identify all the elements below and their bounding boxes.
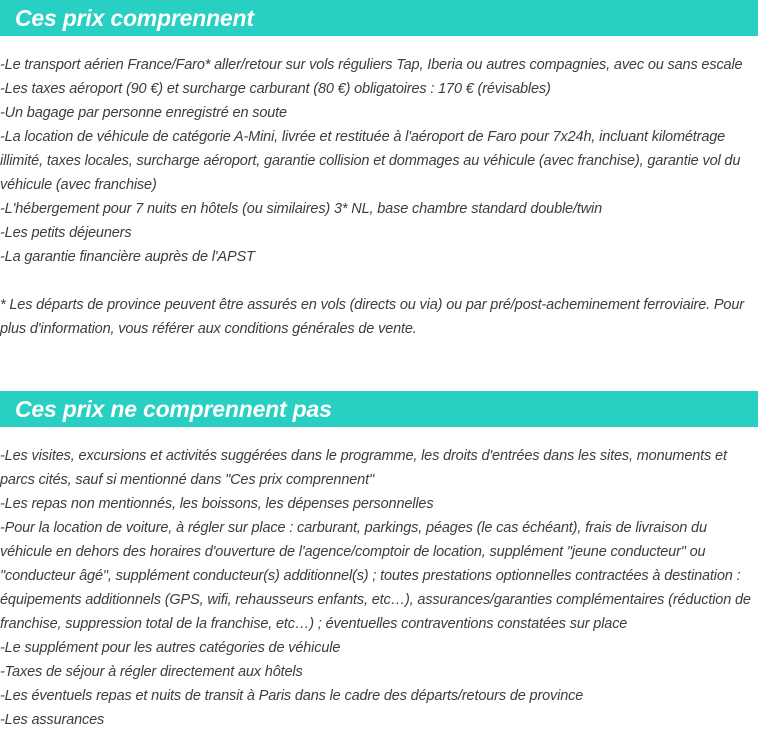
included-item: -Les taxes aéroport (90 €) et surcharge carburant (80 €) obligatoires : 170 € (révisables) — [0, 81, 551, 97]
excluded-section-title: Ces prix ne comprennent pas — [0, 391, 758, 427]
included-item: -L'hébergement pour 7 nuits en hôtels (ou similaires) 3* NL, base chambre standard double/twin — [0, 201, 603, 217]
excluded-item: -Le supplément pour les autres catégories de véhicule — [0, 640, 341, 656]
included-item: -La location de véhicule de catégorie A-Mini, livrée et restituée à l'aéroport de Faro pour 7x24h, incluant kilométrage illimité, taxes locales, surcharge aéroport, garantie collision et dommages au véhicule (avec franchise), garantie vol du véhicule (avec franchise) — [0, 129, 741, 193]
included-item: -Les petits déjeuners — [0, 225, 132, 241]
excluded-item: -Les éventuels repas et nuits de transit à Paris dans le cadre des départs/retours de province — [0, 688, 584, 704]
included-item: -Le transport aérien France/Faro* aller/retour sur vols réguliers Tap, Iberia ou autres compagnies, avec ou sans escale — [0, 57, 743, 73]
included-item: -Un bagage par personne enregistré en soute — [0, 105, 287, 121]
excluded-item: -Taxes de séjour à régler directement aux hôtels — [0, 664, 303, 680]
excluded-list — [0, 444, 758, 732]
excluded-item: -Les assurances — [0, 712, 105, 728]
excluded-item: -Pour la location de voiture, à régler sur place : carburant, parkings, péages (le cas échéant), frais de livraison du véhicule en dehors des horaires d'ouverture de l'agence/comptoir de location, supplément "jeune conducteur" ou "conducteur âgé", supplément conducteur(s) additionnel(s) ; toutes prestations optionnelles contractées à destination : équipements additionnels (GPS, wifi, rehausseurs enfants, etc…), assurances/garanties complémentaires (réduction de franchise, suppression total de la franchise, etc…) ; éventuelles contraventions constatées sur place — [0, 520, 751, 632]
departures-footnote: * Les départs de province peuvent être assurés en vols (directs ou via) ou par pré/post-acheminement ferroviaire. Pour plus d'information, vous référer aux conditions générales de vente. — [0, 297, 744, 337]
excluded-item: -Les visites, excursions et activités suggérées dans le programme, les droits d'entrées dans les sites, monuments et parcs cités, sauf si mentionné dans "Ces prix comprennent" — [0, 448, 727, 488]
excluded-item: -Les repas non mentionnés, les boissons, les dépenses personnelles — [0, 496, 434, 512]
included-section-title: Ces prix comprennent — [0, 0, 758, 36]
included-list — [0, 53, 758, 269]
included-item: -La garantie financière auprès de l'APST — [0, 249, 255, 265]
